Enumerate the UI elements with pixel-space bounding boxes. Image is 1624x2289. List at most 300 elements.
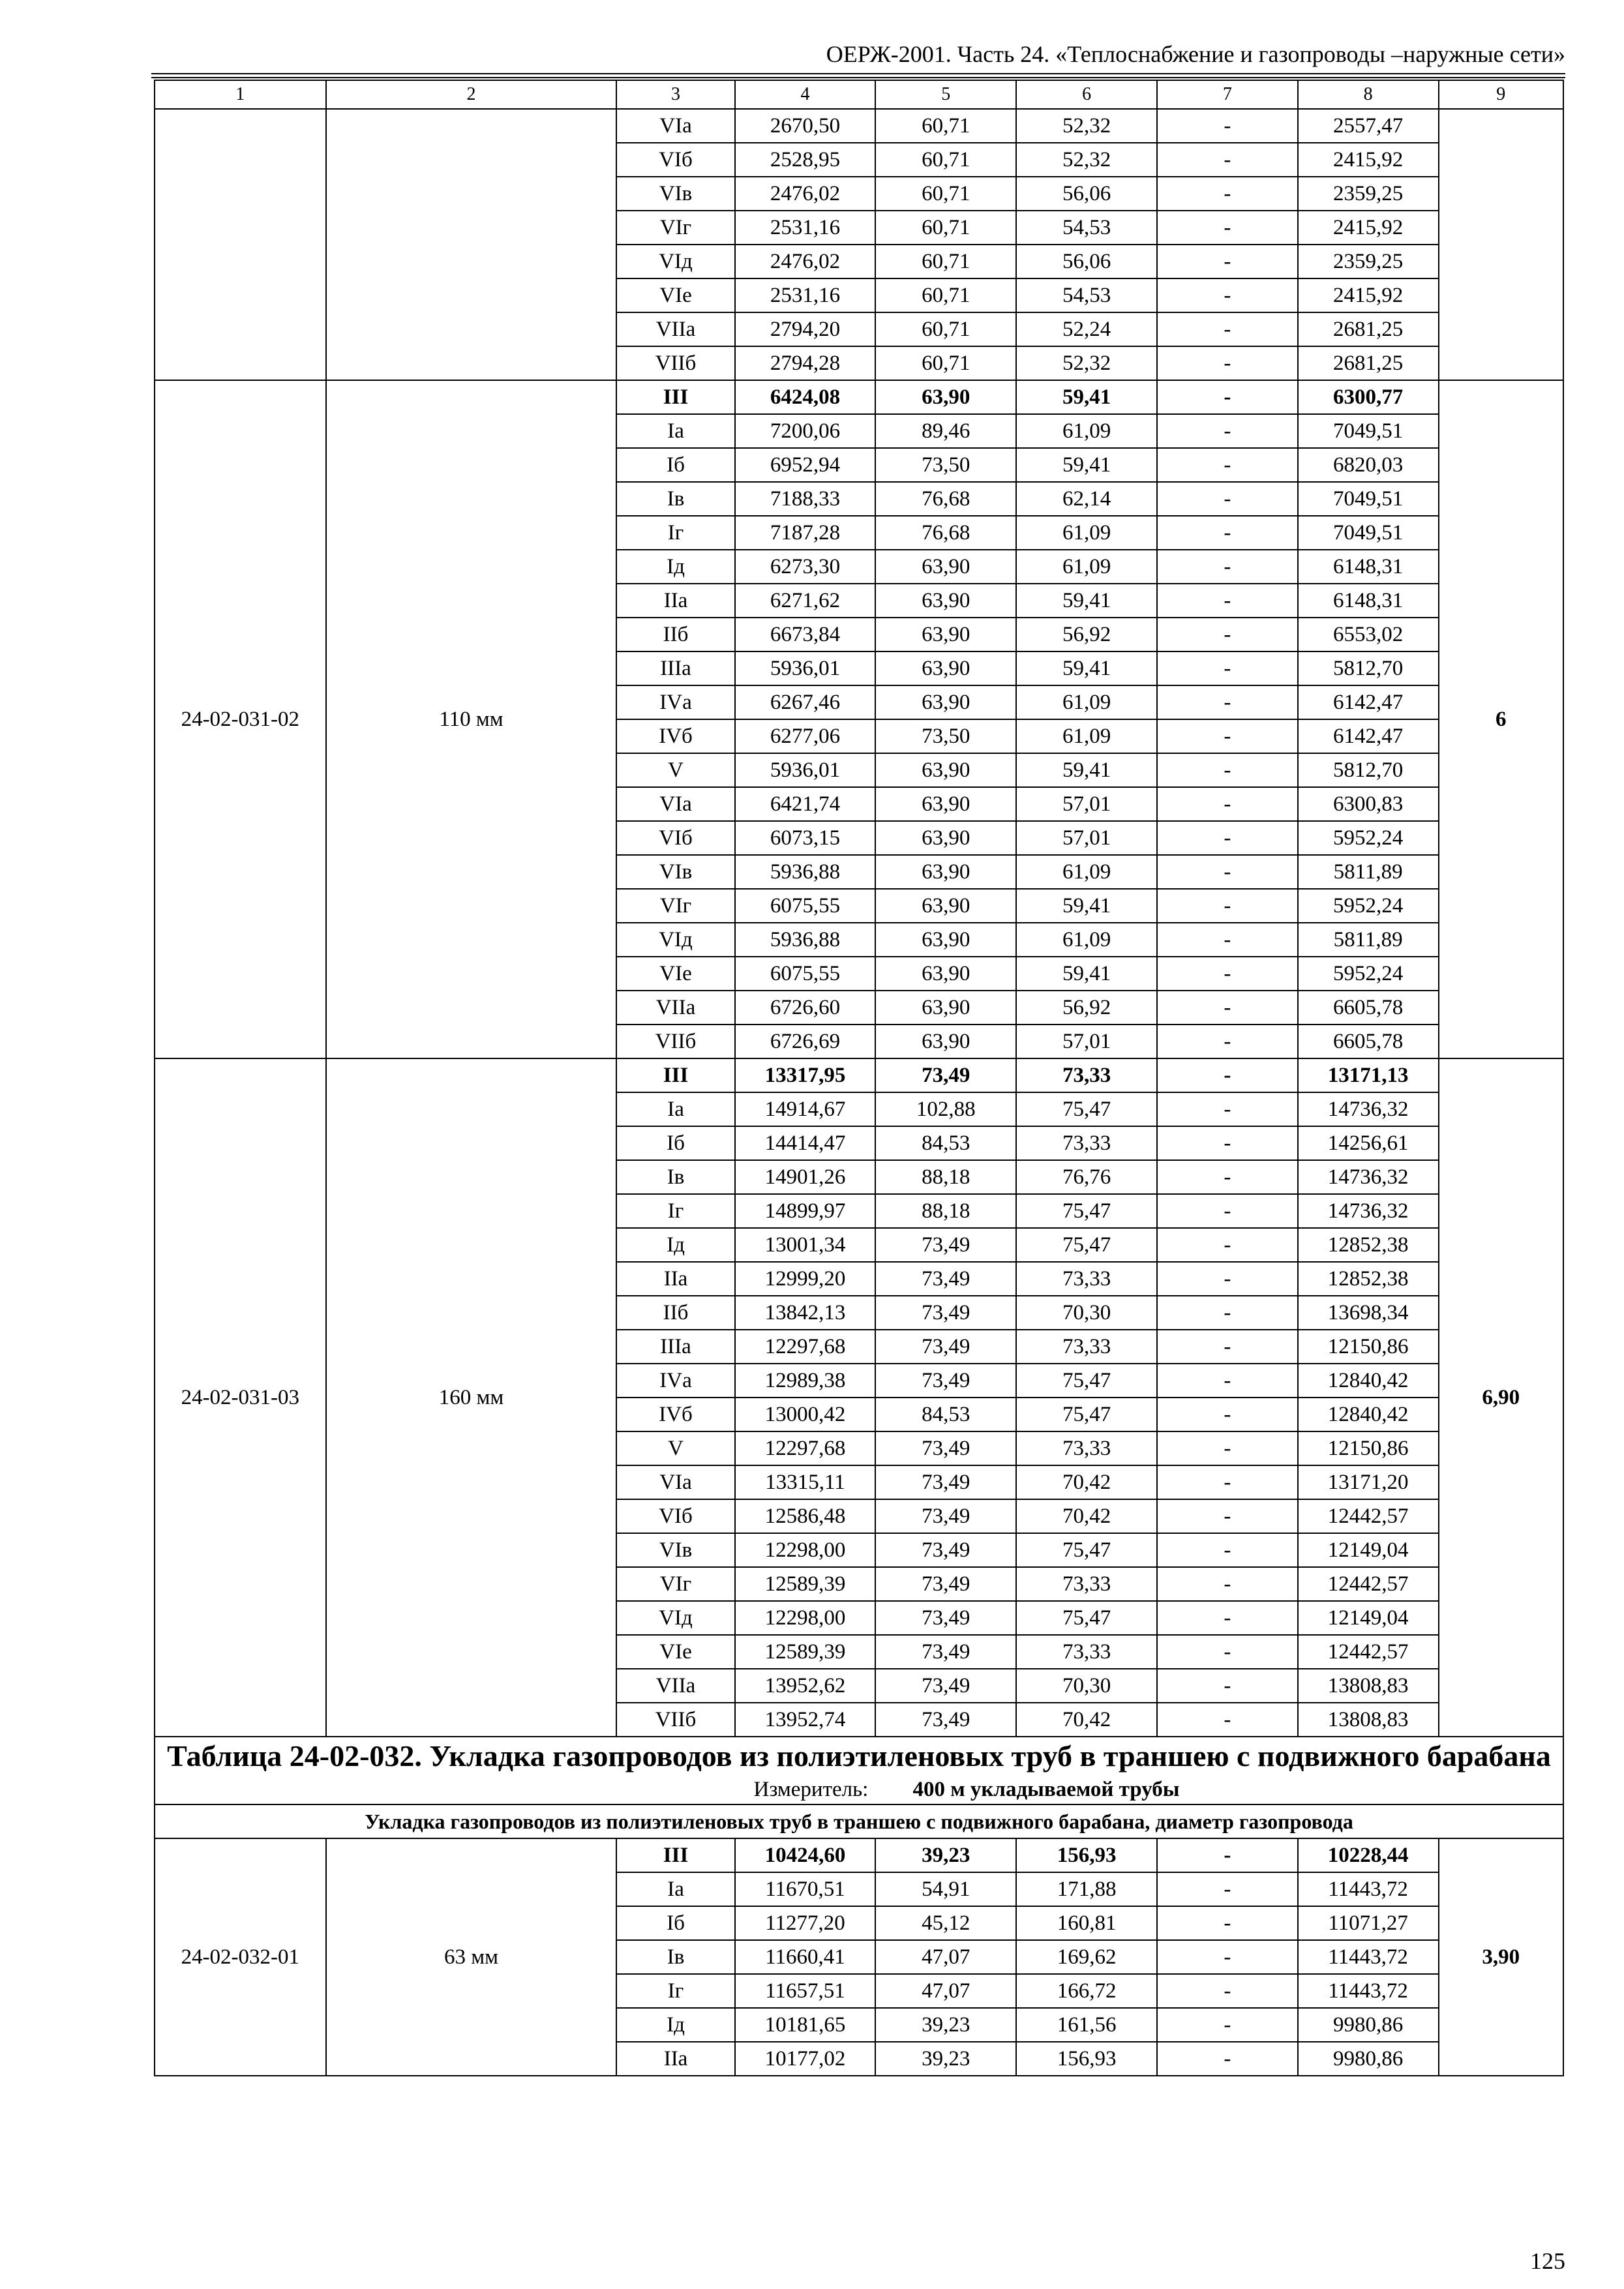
table-cell: VIб [616, 143, 734, 177]
table-cell: - [1157, 1058, 1298, 1092]
table-cell: 59,41 [1016, 448, 1157, 482]
table-cell: 57,01 [1016, 787, 1157, 821]
table-cell: 52,24 [1016, 312, 1157, 346]
table-cell: 88,18 [875, 1160, 1016, 1194]
table-cell: 2359,25 [1298, 177, 1439, 211]
table-cell: - [1157, 1974, 1298, 2008]
table-cell: Iв [616, 1160, 734, 1194]
table-cell: - [1157, 482, 1298, 516]
table-cell: 73,33 [1016, 1058, 1157, 1092]
table-cell: 169,62 [1016, 1940, 1157, 1974]
table-cell: 54,53 [1016, 278, 1157, 312]
table-cell: 61,09 [1016, 550, 1157, 584]
table-cell: - [1157, 550, 1298, 584]
table-cell: 13001,34 [735, 1228, 876, 1262]
page-number: 125 [1530, 2248, 1565, 2274]
table-cell: 73,49 [875, 1364, 1016, 1398]
table-cell: 12298,00 [735, 1601, 876, 1635]
table-cell: 7049,51 [1298, 414, 1439, 448]
table-cell: VIг [616, 211, 734, 245]
table-cell: IIа [616, 1262, 734, 1296]
table-cell: 60,71 [875, 245, 1016, 278]
table-cell: 6075,55 [735, 957, 876, 991]
table-cell: VIе [616, 957, 734, 991]
table-cell: 156,93 [1016, 1838, 1157, 1872]
table-cell: 60,71 [875, 177, 1016, 211]
table-cell: III [616, 1058, 734, 1092]
column-number: 8 [1298, 80, 1439, 109]
table-cell: III [616, 1838, 734, 1872]
table-cell: VIб [616, 1499, 734, 1533]
table-cell: 70,30 [1016, 1296, 1157, 1330]
meter-value: 400 м укладываемой трубы [912, 1778, 1180, 1801]
table-cell: 5952,24 [1298, 821, 1439, 855]
table-cell: - [1157, 1160, 1298, 1194]
table-cell: IVа [616, 685, 734, 719]
table-cell: 2359,25 [1298, 245, 1439, 278]
table-cell: 2681,25 [1298, 312, 1439, 346]
table-cell: 6300,77 [1298, 380, 1439, 414]
table-cell: 70,42 [1016, 1465, 1157, 1499]
table-cell: 76,68 [875, 516, 1016, 550]
table-cell: 63,90 [875, 651, 1016, 685]
table-cell: 73,49 [875, 1431, 1016, 1465]
table-cell: 6820,03 [1298, 448, 1439, 482]
table-cell: 89,46 [875, 414, 1016, 448]
table-cell: 47,07 [875, 1940, 1016, 1974]
table-cell: 57,01 [1016, 821, 1157, 855]
table-cell: 63,90 [875, 787, 1016, 821]
table-cell: 2557,47 [1298, 109, 1439, 143]
table-cell: 2476,02 [735, 177, 876, 211]
table-cell: VIб [616, 821, 734, 855]
rate-code: 24-02-031-02 [155, 380, 326, 1058]
table-cell: 84,53 [875, 1398, 1016, 1431]
table-cell: 6952,94 [735, 448, 876, 482]
table-cell: - [1157, 1872, 1298, 1906]
table-cell: 63,90 [875, 991, 1016, 1025]
table-cell: - [1157, 1228, 1298, 1262]
table-cell: - [1157, 1431, 1298, 1465]
column-number: 1 [155, 80, 326, 109]
table-cell: 2415,92 [1298, 211, 1439, 245]
table-cell: Iв [616, 482, 734, 516]
table-cell: 12150,86 [1298, 1330, 1439, 1364]
table-cell: Iа [616, 414, 734, 448]
table-cell: 13808,83 [1298, 1703, 1439, 1737]
table-cell: 12297,68 [735, 1431, 876, 1465]
table-cell: 13842,13 [735, 1296, 876, 1330]
table-cell: 2531,16 [735, 211, 876, 245]
table-title: Таблица 24-02-032. Укладка газопроводов из полиэтиленовых труб в траншею с подвижного барабана [167, 1739, 1551, 1773]
table-cell: 13952,74 [735, 1703, 876, 1737]
table-cell: - [1157, 753, 1298, 787]
table-cell: 75,47 [1016, 1533, 1157, 1567]
table-cell: 73,33 [1016, 1431, 1157, 1465]
table-cell: 12589,39 [735, 1567, 876, 1601]
table-cell: Iб [616, 1906, 734, 1940]
table-cell: 13952,62 [735, 1669, 876, 1703]
column-number: 5 [875, 80, 1016, 109]
table-cell: VIа [616, 109, 734, 143]
table-cell: VIд [616, 923, 734, 957]
table-cell: 60,71 [875, 211, 1016, 245]
table-cell: 60,71 [875, 278, 1016, 312]
table-cell: V [616, 1431, 734, 1465]
table-cell: - [1157, 2008, 1298, 2042]
rate-description: 110 мм [326, 380, 617, 1058]
table-cell: 54,91 [875, 1872, 1016, 1906]
table-cell: 63,90 [875, 1025, 1016, 1058]
column-number: 7 [1157, 80, 1298, 109]
table-cell: 73,49 [875, 1635, 1016, 1669]
table-cell: 73,50 [875, 719, 1016, 753]
table-cell: - [1157, 957, 1298, 991]
table-cell: Iг [616, 516, 734, 550]
column-number: 9 [1439, 80, 1563, 109]
table-cell: 6277,06 [735, 719, 876, 753]
table-row [155, 1838, 1563, 1872]
column-9-value: 6,90 [1439, 1058, 1563, 1737]
table-cell: - [1157, 787, 1298, 821]
table-cell: - [1157, 1025, 1298, 1058]
table-cell: - [1157, 380, 1298, 414]
column-9-value: 3,90 [1439, 1838, 1563, 2076]
table-cell: 14914,67 [735, 1092, 876, 1126]
table-cell: VIг [616, 1567, 734, 1601]
rate-code [155, 109, 326, 380]
table-cell: 61,09 [1016, 516, 1157, 550]
table-cell: 6142,47 [1298, 719, 1439, 753]
table-cell: IVа [616, 1364, 734, 1398]
table-cell: - [1157, 1703, 1298, 1737]
table-cell: - [1157, 1838, 1298, 1872]
table-cell: IIIа [616, 1330, 734, 1364]
table-cell: 171,88 [1016, 1872, 1157, 1906]
table-cell: 12586,48 [735, 1499, 876, 1533]
table-cell: - [1157, 1567, 1298, 1601]
table-cell: 7187,28 [735, 516, 876, 550]
table-cell: 2681,25 [1298, 346, 1439, 380]
column-9-value [1439, 109, 1563, 380]
table-cell: VIв [616, 1533, 734, 1567]
table-cell: III [616, 380, 734, 414]
table-cell: 59,41 [1016, 753, 1157, 787]
table-cell: 12589,39 [735, 1635, 876, 1669]
table-cell: - [1157, 1465, 1298, 1499]
table-cell: 10424,60 [735, 1838, 876, 1872]
table-cell: V [616, 753, 734, 787]
table-cell: IIIа [616, 651, 734, 685]
table-cell: 102,88 [875, 1092, 1016, 1126]
table-cell: 2415,92 [1298, 278, 1439, 312]
table-cell: - [1157, 584, 1298, 618]
table-cell: Iа [616, 1092, 734, 1126]
table-cell: 2476,02 [735, 245, 876, 278]
table-cell: 12852,38 [1298, 1228, 1439, 1262]
table-cell: 59,41 [1016, 584, 1157, 618]
table-cell: VIа [616, 787, 734, 821]
table-cell: 14736,32 [1298, 1160, 1439, 1194]
column-number: 2 [326, 80, 617, 109]
table-cell: VIIб [616, 1025, 734, 1058]
table-cell: - [1157, 1940, 1298, 1974]
table-cell: 2670,50 [735, 109, 876, 143]
table-cell: - [1157, 719, 1298, 753]
table-cell: Iв [616, 1940, 734, 1974]
table-cell: Iг [616, 1974, 734, 2008]
table-cell: 14736,32 [1298, 1092, 1439, 1126]
table-cell: 63,90 [875, 550, 1016, 584]
table-cell: - [1157, 448, 1298, 482]
table-cell: Iг [616, 1194, 734, 1228]
running-header: ОЕРЖ-2001. Часть 24. «Теплоснабжение и газопроводы –наружные сети» [826, 41, 1565, 67]
table-cell: VIIа [616, 312, 734, 346]
table-cell: 6142,47 [1298, 685, 1439, 719]
table-cell: 73,49 [875, 1533, 1016, 1567]
table-cell: 11657,51 [735, 1974, 876, 2008]
table-cell: - [1157, 109, 1298, 143]
table-cell: VIг [616, 889, 734, 923]
table-cell: 70,30 [1016, 1669, 1157, 1703]
table-cell: 61,09 [1016, 414, 1157, 448]
table-cell: 12149,04 [1298, 1533, 1439, 1567]
table-cell: 63,90 [875, 855, 1016, 889]
table-cell: 6075,55 [735, 889, 876, 923]
rate-description: 160 мм [326, 1058, 617, 1737]
table-cell: 14414,47 [735, 1126, 876, 1160]
table-cell: VIе [616, 278, 734, 312]
table-cell: 75,47 [1016, 1194, 1157, 1228]
table-cell: 6726,69 [735, 1025, 876, 1058]
rate-description: 63 мм [326, 1838, 617, 2076]
header-rule [151, 73, 1565, 74]
table-cell: 73,49 [875, 1262, 1016, 1296]
table-cell: 75,47 [1016, 1092, 1157, 1126]
table-cell: 75,47 [1016, 1601, 1157, 1635]
table-cell: VIIа [616, 1669, 734, 1703]
column-number-row [155, 80, 1563, 109]
table-cell: 57,01 [1016, 1025, 1157, 1058]
table-cell: 6673,84 [735, 618, 876, 651]
table-cell: 5936,88 [735, 855, 876, 889]
table-cell: - [1157, 1906, 1298, 1940]
table-cell: Iа [616, 1872, 734, 1906]
table-cell: 73,49 [875, 1703, 1016, 1737]
table-cell: 7188,33 [735, 482, 876, 516]
table-cell: 166,72 [1016, 1974, 1157, 2008]
table-cell: 73,33 [1016, 1330, 1157, 1364]
table-cell: 76,68 [875, 482, 1016, 516]
table-cell: 2415,92 [1298, 143, 1439, 177]
table-cell: - [1157, 821, 1298, 855]
table-cell: 5936,01 [735, 753, 876, 787]
table-cell: 73,49 [875, 1669, 1016, 1703]
table-cell: IIб [616, 1296, 734, 1330]
table-cell: 14256,61 [1298, 1126, 1439, 1160]
table-cell: 6271,62 [735, 584, 876, 618]
rate-code: 24-02-032-01 [155, 1838, 326, 2076]
table-cell: VIе [616, 1635, 734, 1669]
table-cell: 13808,83 [1298, 1669, 1439, 1703]
table-cell: 10181,65 [735, 2008, 876, 2042]
table-cell: 63,90 [875, 753, 1016, 787]
table-cell: 7049,51 [1298, 482, 1439, 516]
table-cell: 2528,95 [735, 143, 876, 177]
table-cell: 5811,89 [1298, 923, 1439, 957]
table-cell: Iд [616, 1228, 734, 1262]
table-cell: 12989,38 [735, 1364, 876, 1398]
table-cell: 75,47 [1016, 1398, 1157, 1431]
table-cell: - [1157, 346, 1298, 380]
table-cell: 73,49 [875, 1228, 1016, 1262]
column-number: 3 [616, 80, 734, 109]
table-cell: 75,47 [1016, 1364, 1157, 1398]
table-cell: 12999,20 [735, 1262, 876, 1296]
table-cell: 73,49 [875, 1058, 1016, 1092]
table-cell: - [1157, 516, 1298, 550]
section-header-row [155, 1737, 1563, 1804]
table-cell: 6421,74 [735, 787, 876, 821]
table-cell: - [1157, 1364, 1298, 1398]
table-cell: 39,23 [875, 1838, 1016, 1872]
column-number: 6 [1016, 80, 1157, 109]
table-cell: 63,90 [875, 889, 1016, 923]
table-cell: 12442,57 [1298, 1567, 1439, 1601]
table-cell: 6553,02 [1298, 618, 1439, 651]
table-cell: 12840,42 [1298, 1398, 1439, 1431]
table-cell: 73,49 [875, 1465, 1016, 1499]
table-cell: 12840,42 [1298, 1364, 1439, 1398]
table-cell: 62,14 [1016, 482, 1157, 516]
table-cell: 73,33 [1016, 1126, 1157, 1160]
column-number: 4 [735, 80, 876, 109]
table-cell: VIIб [616, 346, 734, 380]
table-cell: 63,90 [875, 618, 1016, 651]
table-cell: 88,18 [875, 1194, 1016, 1228]
table-cell: - [1157, 1398, 1298, 1431]
header-rule [151, 77, 1565, 78]
table-cell: 5812,70 [1298, 651, 1439, 685]
table-cell: - [1157, 312, 1298, 346]
table-cell: 9980,86 [1298, 2008, 1439, 2042]
table-cell: 13317,95 [735, 1058, 876, 1092]
table-cell: 75,47 [1016, 1228, 1157, 1262]
table-cell: 70,42 [1016, 1703, 1157, 1737]
table-cell: VIа [616, 1465, 734, 1499]
table-cell: 63,90 [875, 821, 1016, 855]
table-cell: 73,50 [875, 448, 1016, 482]
section-header [155, 1737, 1563, 1804]
rate-code: 24-02-031-03 [155, 1058, 326, 1737]
table-cell: 61,09 [1016, 685, 1157, 719]
table-cell: - [1157, 245, 1298, 278]
table-cell: 5811,89 [1298, 855, 1439, 889]
table-cell: 13698,34 [1298, 1296, 1439, 1330]
table-cell: 73,49 [875, 1567, 1016, 1601]
table-cell: 12149,04 [1298, 1601, 1439, 1635]
table-cell: 9980,86 [1298, 2042, 1439, 2076]
meter-line [159, 1775, 1559, 1804]
table-cell: 6605,78 [1298, 991, 1439, 1025]
table-cell: 39,23 [875, 2008, 1016, 2042]
table-cell: 6605,78 [1298, 1025, 1439, 1058]
table-cell: 59,41 [1016, 957, 1157, 991]
table-cell: 63,90 [875, 923, 1016, 957]
table-cell: 6073,15 [735, 821, 876, 855]
table-cell: 6267,46 [735, 685, 876, 719]
table-cell: - [1157, 2042, 1298, 2076]
table-cell: 73,33 [1016, 1567, 1157, 1601]
table-cell: 12150,86 [1298, 1431, 1439, 1465]
table-cell: 59,41 [1016, 651, 1157, 685]
table-cell: 45,12 [875, 1906, 1016, 1940]
table-cell: - [1157, 211, 1298, 245]
table-cell: 63,90 [875, 584, 1016, 618]
table-cell: - [1157, 1533, 1298, 1567]
table-cell: 12442,57 [1298, 1635, 1439, 1669]
table-cell: 63,90 [875, 380, 1016, 414]
table-cell: 10177,02 [735, 2042, 876, 2076]
table-row [155, 1058, 1563, 1092]
table-cell: - [1157, 618, 1298, 651]
table-cell: 54,53 [1016, 211, 1157, 245]
table-cell: - [1157, 685, 1298, 719]
table-cell: 59,41 [1016, 889, 1157, 923]
table-cell: 63,90 [875, 957, 1016, 991]
table-cell: 5952,24 [1298, 889, 1439, 923]
table-cell: 56,92 [1016, 618, 1157, 651]
table-cell: - [1157, 1635, 1298, 1669]
table-cell: VIIа [616, 991, 734, 1025]
table-cell: 12852,38 [1298, 1262, 1439, 1296]
table-cell: 11443,72 [1298, 1974, 1439, 2008]
table-cell: - [1157, 1499, 1298, 1533]
table-cell: - [1157, 889, 1298, 923]
table-cell: 14899,97 [735, 1194, 876, 1228]
table-cell: VIв [616, 855, 734, 889]
table-cell: - [1157, 1601, 1298, 1635]
meter-label: Измеритель: [753, 1778, 869, 1801]
table-cell: 11277,20 [735, 1906, 876, 1940]
table-cell: - [1157, 1126, 1298, 1160]
table-cell: IIб [616, 618, 734, 651]
table-cell: Iд [616, 550, 734, 584]
table-cell: 7049,51 [1298, 516, 1439, 550]
table-cell: - [1157, 651, 1298, 685]
table-cell: 11071,27 [1298, 1906, 1439, 1940]
table-cell: 73,49 [875, 1601, 1016, 1635]
table-cell: Iб [616, 1126, 734, 1160]
table-cell: VIв [616, 177, 734, 211]
table-cell: - [1157, 278, 1298, 312]
table-cell: 6424,08 [735, 380, 876, 414]
table-cell: IIа [616, 584, 734, 618]
table-cell: 84,53 [875, 1126, 1016, 1160]
table-cell: 70,42 [1016, 1499, 1157, 1533]
table-cell: 12442,57 [1298, 1499, 1439, 1533]
table-cell: 13315,11 [735, 1465, 876, 1499]
subheading: Укладка газопроводов из полиэтиленовых труб в траншею с подвижного барабана, диаметр газопровода [155, 1804, 1563, 1838]
table-cell: 60,71 [875, 109, 1016, 143]
table-cell: 7200,06 [735, 414, 876, 448]
table-cell: IVб [616, 1398, 734, 1431]
table-cell: 13171,13 [1298, 1058, 1439, 1092]
table-cell: 14736,32 [1298, 1194, 1439, 1228]
table-cell: 10228,44 [1298, 1838, 1439, 1872]
table-cell: 14901,26 [735, 1160, 876, 1194]
table-cell: - [1157, 991, 1298, 1025]
